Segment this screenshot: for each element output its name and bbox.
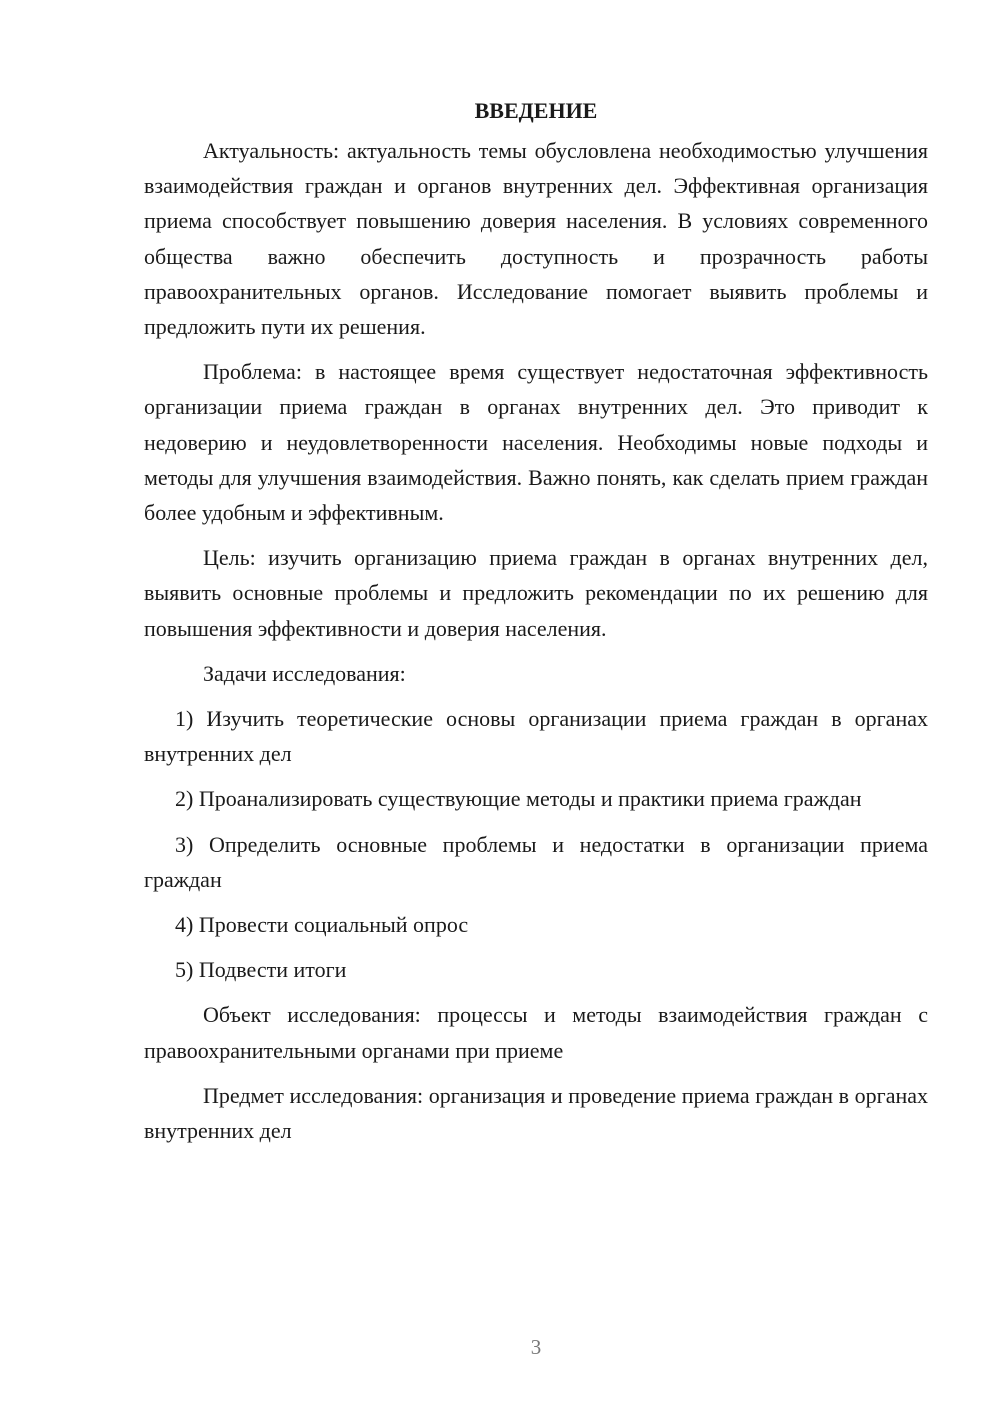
problem-paragraph: Проблема: в настоящее время существует недостаточная эффективность организации приема граждан в органах внутренних дел. Это приводит к недоверию и неудовлетворенности населения. Необходимы новые подходы и методы для улучшения взаимодействия. Важно понять, как сделать прием граждан более удобным и эффективным. [144, 359, 928, 526]
page-number: 3 [530, 1335, 542, 1359]
subject-paragraph: Предмет исследования: организация и проведение приема граждан в органах внутренних дел [144, 1082, 928, 1144]
task-item-1: 1) Изучить теоретические основы организации приема граждан в органах внутренних дел [144, 706, 928, 767]
task-item-4: 4) Провести социальный опрос [175, 912, 469, 938]
relevance-paragraph: Актуальность: актуальность темы обусловлена необходимостью улучшения взаимодействия граждан и органов внутренних дел. Эффективная организация приема способствует повышению доверия населения. В условиях современного общества важно обеспечить доступность и прозрачность работы правоохранительных органов. Исследование помогает выявить проблемы и предложить пути их решения. [144, 138, 928, 340]
tasks-heading: Задачи исследования: [203, 660, 406, 686]
task-item-5: 5) Подвести итоги [175, 957, 347, 983]
section-title: ВВЕДЕНИЕ [474, 98, 598, 123]
task-item-2: 2) Проанализировать существующие методы и практики приема граждан [175, 786, 862, 812]
document-page [144, 93, 928, 1158]
task-item-3: 3) Определить основные проблемы и недостатки в организации приема граждан [144, 831, 928, 892]
goal-paragraph: Цель: изучить организацию приема граждан в органах внутренних дел, выявить основные проблемы и предложить рекомендации по их решению для повышения эффективности и доверия населения. [144, 545, 928, 641]
object-paragraph: Объект исследования: процессы и методы взаимодействия граждан с правоохранительными органами при приеме [144, 1002, 928, 1063]
